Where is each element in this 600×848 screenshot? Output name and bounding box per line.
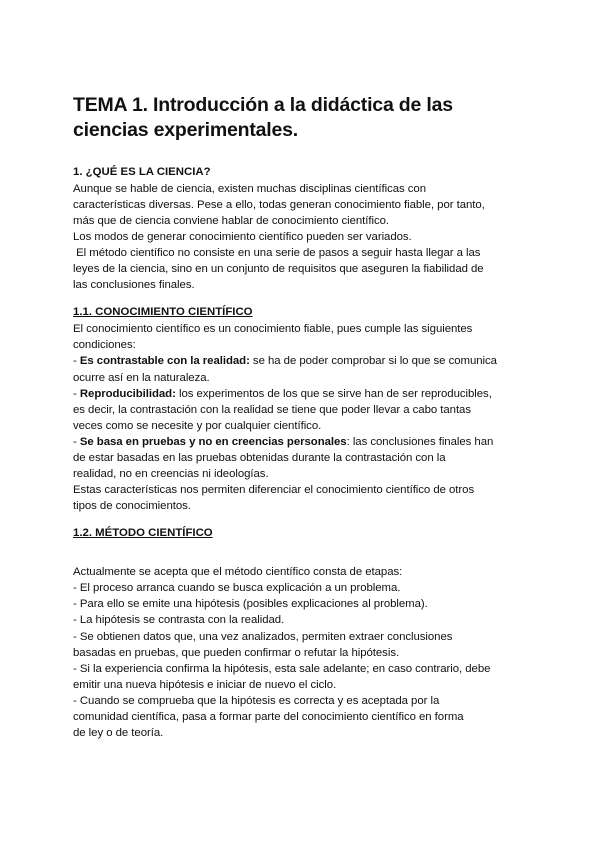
method-step: de ley o de teoría. <box>73 727 164 740</box>
method-step: basadas en pruebas, que pueden confirmar o refutar la hipótesis. <box>73 646 400 659</box>
title-line-1: TEMA 1. Introducción a la didáctica de las <box>73 94 453 116</box>
bullet-dash: - <box>73 355 80 368</box>
section-1-1-intro: El conocimiento científico es un conocimiento fiable, pues cumple las siguientes <box>73 323 473 336</box>
section-1-1-outro: tipos de conocimientos. <box>73 500 191 513</box>
condition-term: Reproducibilidad: <box>79 387 176 400</box>
method-step: emitir una nueva hipótesis e iniciar de nuevo el ciclo. <box>73 678 337 691</box>
condition-continuation: de estar basadas en las pruebas obtenidas durante la contrastación con la <box>73 452 446 464</box>
section-1-1-intro: condiciones: <box>73 339 136 352</box>
condition-contrastable <box>73 353 528 369</box>
section-1-line: más que de ciencia conviene hablar de conocimiento científico. <box>73 214 390 227</box>
method-step: - Si la experiencia confirma la hipótesis, esta sale adelante; en caso contrario, debe <box>73 662 491 675</box>
method-step: - Cuando se comprueba que la hipótesis es correcta y es aceptada por la <box>73 694 440 707</box>
section-1-line: leyes de la ciencia, sino en un conjunto de requisitos que aseguren la fiabilidad de <box>73 263 484 276</box>
section-1-1-outro: Estas características nos permiten diferenciar el conocimiento científico de otros <box>73 484 475 497</box>
section-1-heading: 1. ¿QUÉ ES LA CIENCIA? <box>73 166 211 178</box>
document-page <box>73 93 528 741</box>
method-step: - La hipótesis se contrasta con la realidad. <box>73 614 285 627</box>
section-1-2-heading: 1.2. MÉTODO CIENTÍFICO <box>73 527 213 540</box>
bullet-dash: - <box>73 387 80 400</box>
method-step: - El proceso arranca cuando se busca explicación a un problema. <box>73 582 401 595</box>
section-1-line: características diversas. Pese a ello, todas generan conocimiento fiable, por tanto, <box>73 198 485 211</box>
condition-text: : las conclusiones finales han <box>346 435 494 448</box>
condition-text: se ha de poder comprobar si lo que se comunica <box>249 355 497 368</box>
method-step: comunidad científica, pasa a formar parte del conocimiento científico en forma <box>73 711 464 724</box>
section-conocimiento-cientifico <box>73 305 528 514</box>
title-line-2: ciencias experimentales. <box>73 119 299 141</box>
condition-continuation: es decir, la contrastación con la realidad se tiene que poder llevar a cabo tantas <box>73 403 471 416</box>
condition-pruebas <box>73 434 528 450</box>
condition-term: Se basa en pruebas y no en creencias personales <box>79 435 347 448</box>
section-1-line: las conclusiones finales. <box>73 279 195 292</box>
condition-text: los experimentos de los que se sirve han de ser reproducibles, <box>175 387 492 400</box>
section-1-1-heading: 1.1. CONOCIMIENTO CIENTÍFICO <box>73 306 253 319</box>
page-title <box>73 93 528 143</box>
section-1-2-line: Actualmente se acepta que el método científico consta de etapas: <box>73 566 403 579</box>
condition-continuation: ocurre así en la naturaleza. <box>73 371 210 384</box>
condition-reproducibilidad <box>73 386 528 402</box>
condition-term: Es contrastable con la realidad: <box>79 355 250 368</box>
method-step: - Para ello se emite una hipótesis (posibles explicaciones al problema). <box>73 598 428 611</box>
section-metodo-cientifico <box>73 526 528 741</box>
section-1-line: El método científico no consiste en una serie de pasos a seguir hasta llegar a las <box>73 247 481 260</box>
section-que-es-la-ciencia <box>73 165 528 293</box>
condition-continuation: veces como se necesite y por cualquier científico. <box>73 419 322 432</box>
condition-continuation: realidad, no en creencias ni ideologías. <box>73 468 269 481</box>
bullet-dash: - <box>73 435 80 448</box>
section-1-line: Los modos de generar conocimiento científico pueden ser variados. <box>73 231 412 244</box>
section-1-line: Aunque se hable de ciencia, existen muchas disciplinas científicas con <box>73 182 426 195</box>
method-step: - Se obtienen datos que, una vez analizados, permiten extraer conclusiones <box>73 630 453 643</box>
